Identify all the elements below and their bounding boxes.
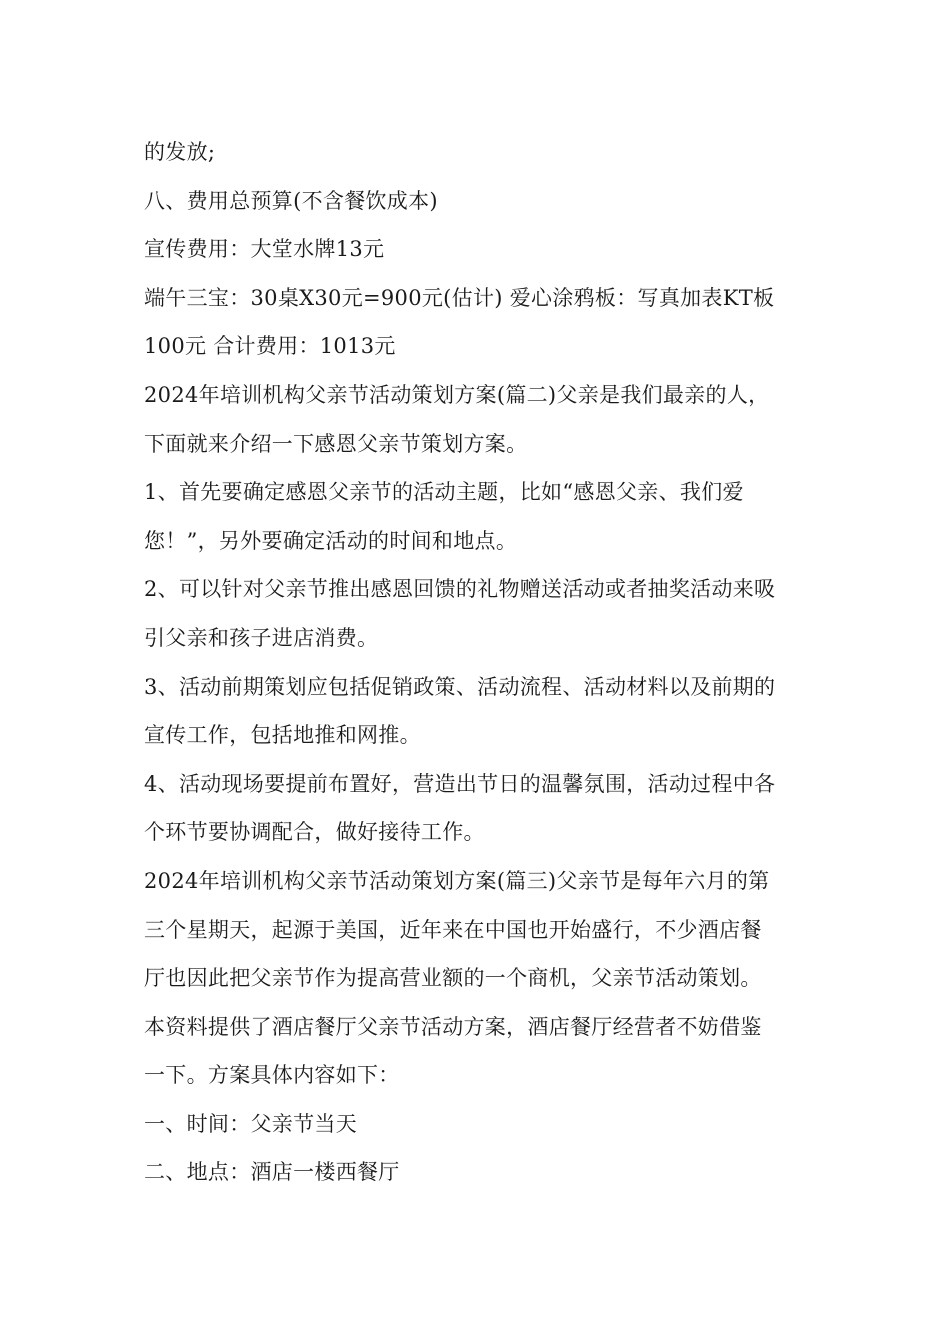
text-line: 宣传工作，包括地推和网推。 [144,723,421,748]
section-heading: 一、时间：父亲节当天 [144,1111,357,1136]
text-line: 引父亲和孩子进店消费。 [144,625,379,650]
text-line: 三个星期天，起源于美国，近年来在中国也开始盛行，不少酒店餐 [144,917,762,942]
text-line: 2、可以针对父亲节推出感恩回馈的礼物赠送活动或者抽奖活动来吸 [144,577,776,602]
section-heading: 八、费用总预算(不含餐饮成本) [144,188,438,213]
text-line: 厅也因此把父亲节作为提高营业额的一个商机，父亲节活动策划。 [144,966,762,991]
text-line: 您！”，另外要确定活动的时间和地点。 [144,528,518,553]
text-line: 本资料提供了酒店餐厅父亲节活动方案，酒店餐厅经营者不妨借鉴 [144,1014,762,1039]
text-line: 2024年培训机构父亲节活动策划方案(篇三)父亲节是每年六月的第 [144,868,770,893]
text-line: 下面就来介绍一下感恩父亲节策划方案。 [144,431,528,456]
text-line: 一下。方案具体内容如下： [144,1063,400,1088]
text-line: 端午三宝：30桌X30元=900元(估计) 爱心涂鸦板：写真加表KT板 [144,285,775,310]
section-heading: 二、地点：酒店一楼西餐厅 [144,1160,400,1185]
text-line: 个环节要协调配合，做好接待工作。 [144,820,485,845]
text-line: 1、首先要确定感恩父亲节的活动主题，比如“感恩父亲、我们爱 [144,480,744,505]
text-line: 2024年培训机构父亲节活动策划方案(篇二)父亲是我们最亲的人， [144,382,770,407]
text-line: 4、活动现场要提前布置好，营造出节日的温馨氛围，活动过程中各 [144,771,776,796]
text-line: 宣传费用：大堂水牌13元 [144,237,385,262]
text-line: 3、活动前期策划应包括促销政策、活动流程、活动材料以及前期的 [144,674,776,699]
text-line: 的发放; [144,140,216,164]
text-line: 100元 合计费用：1013元 [144,334,396,359]
document-body [144,128,808,1197]
